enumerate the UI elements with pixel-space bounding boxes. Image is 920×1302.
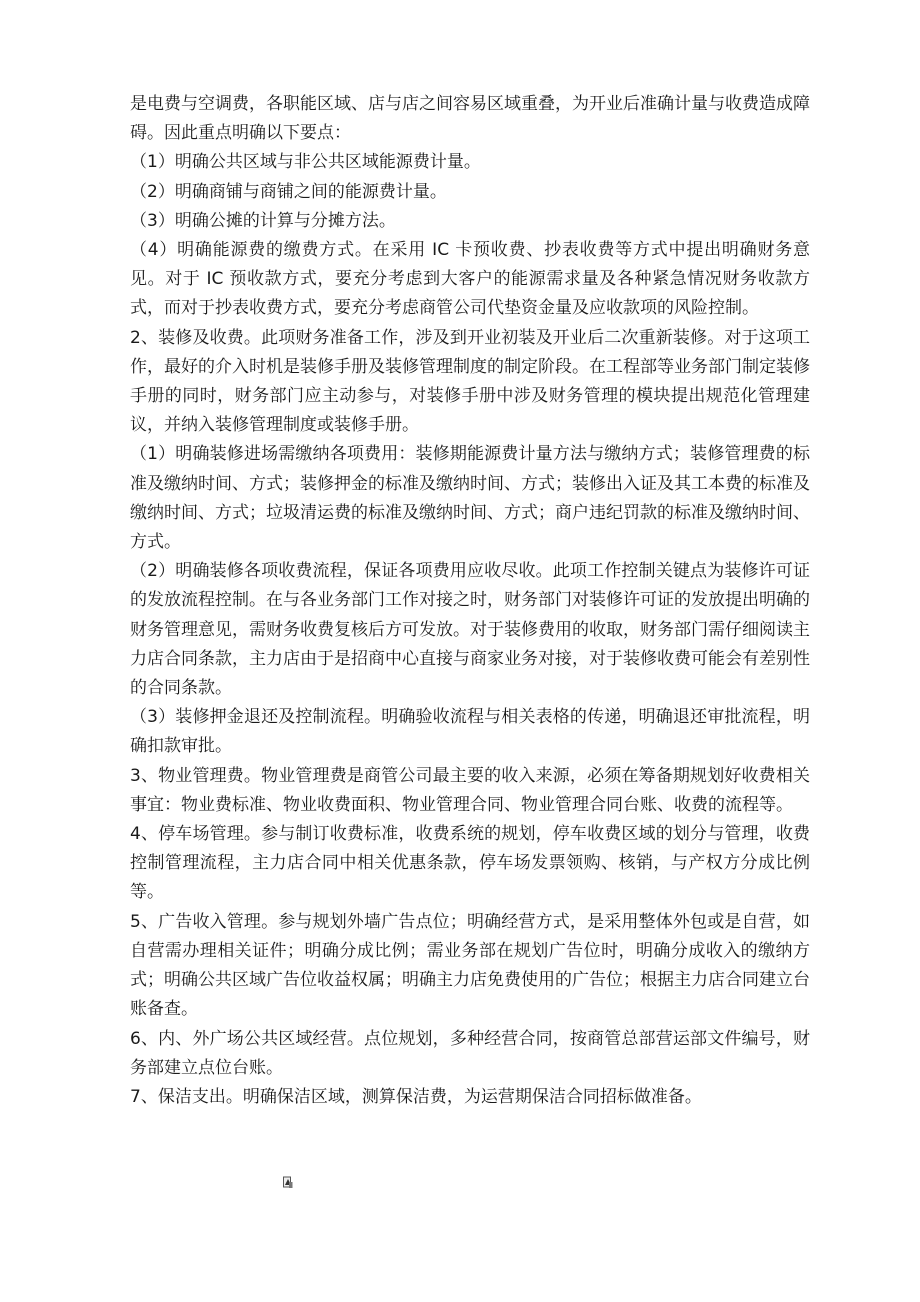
paragraph-item-1-3: （3）明确公摊的计算与分摊方法。 bbox=[130, 210, 396, 231]
paragraph-intro: 是电费与空调费，各职能区域、店与店之间容易区域重叠，为开业后准确计量与收费造成障碍。因此重点明确以下要点： bbox=[130, 94, 810, 144]
paragraph-item-1-1: （1）明确公共区域与非公共区域能源费计量。 bbox=[130, 152, 481, 173]
paragraph-section-7: 7、保洁支出。明确保洁区域，测算保洁费，为运营期保洁合同招标做准备。 bbox=[130, 1086, 702, 1107]
paragraph-item-2-1: （1）明确装修进场需缴纳各项费用：装修期能源费计量方法与缴纳方式；装修管理费的标准及缴纳时间、方式；装修押金的标准及缴纳时间、方式；装修出入证及其工本费的标准及缴纳时间、方式；垃圾清运费的标准及缴纳时间、方式；商户违纪罚款的标准及缴纳时间、方式。 bbox=[130, 444, 810, 553]
document-body bbox=[130, 90, 810, 1112]
paragraph-section-6: 6、内、外广场公共区域经营。点位规划，多种经营合同，按商管总部营运部文件编号，财务部建立点位台账。 bbox=[130, 1028, 810, 1078]
paragraph-section-2: 2、装修及收费。此项财务准备工作，涉及到开业初装及开业后二次重新装修。对于这项工作，最好的介入时机是装修手册及装修管理制度的制定阶段。在工程部等业务部门制定装修手册的同时，财务部门应主动参与，对装修手册中涉及财务管理的模块提出规范化管理建议，并纳入装修管理制度或装修手册。 bbox=[130, 327, 810, 436]
page-mark-icon bbox=[283, 1176, 293, 1189]
paragraph-item-2-2: （2）明确装修各项收费流程，保证各项费用应收尽收。此项工作控制关键点为装修许可证的发放流程控制。在与各业务部门工作对接之时，财务部门对装修许可证的发放提出明确的财务管理意见，需财务收费复核后方可发放。对于装修费用的收取，财务部门需仔细阅读主力店合同条款，主力店由于是招商中心直接与商家业务对接，对于装修收费可能会有差别性的合同条款。 bbox=[130, 561, 810, 699]
paragraph-section-4: 4、停车场管理。参与制订收费标准，收费系统的规划，停车收费区域的划分与管理，收费控制管理流程，主力店合同中相关优惠条款，停车场发票领购、核销，与产权方分成比例等。 bbox=[130, 824, 810, 903]
paragraph-section-5: 5、广告收入管理。参与规划外墙广告点位；明确经营方式，是采用整体外包或是自营，如自营需办理相关证件；明确分成比例；需业务部在规划广告位时，明确分成收入的缴纳方式；明确公共区域广告位收益权属；明确主力店免费使用的广告位；根据主力店合同建立台账备查。 bbox=[130, 911, 810, 1020]
paragraph-item-1-2: （2）明确商铺与商铺之间的能源费计量。 bbox=[130, 181, 447, 202]
paragraph-section-3: 3、物业管理费。物业管理费是商管公司最主要的收入来源，必须在筹备期规划好收费相关事宜：物业费标准、物业收费面积、物业管理合同、物业管理合同台账、收费的流程等。 bbox=[130, 765, 810, 815]
paragraph-item-1-4: （4）明确能源费的缴费方式。在采用 IC 卡预收费、抄表收费等方式中提出明确财务意见。对于 IC 预收款方式，要充分考虑到大客户的能源需求量及各种紧急情况财务收款方式，而对于抄表收费方式，要充分考虑商管公司代垫资金量及应收款项的风险控制。 bbox=[130, 240, 810, 319]
paragraph-item-2-3: （3）装修押金退还及控制流程。明确验收流程与相关表格的传递，明确退还审批流程，明确扣款审批。 bbox=[130, 707, 810, 757]
